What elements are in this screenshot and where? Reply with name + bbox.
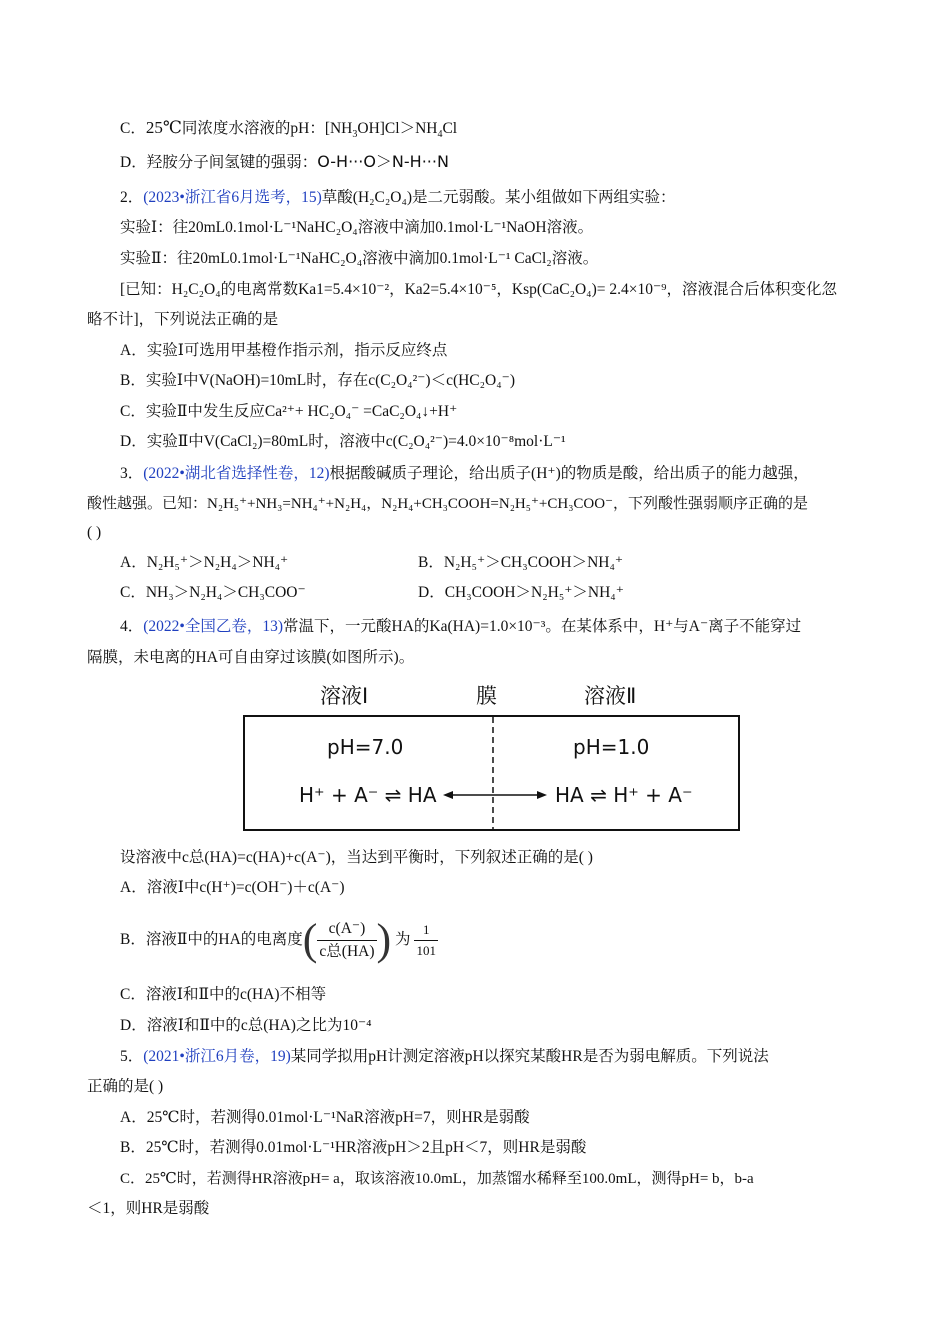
q4-option-a: A．溶液Ⅰ中c(H⁺)=c(OH⁻)＋c(A⁻) xyxy=(120,879,345,896)
option-text: 同浓度水溶液的pH：[NH xyxy=(181,120,353,137)
hbond-formula: O-H···O＞N-H···N xyxy=(317,152,449,171)
q4-stem xyxy=(120,617,801,637)
q3-option-a: A．N₂H₅⁺＞N₂H₄＞NH₄⁺ xyxy=(120,554,289,571)
question-source: (2023•浙江省6月选考，15) xyxy=(143,189,322,206)
q3-option-c: C．NH₃＞N₂H₄＞CH₃COO⁻ xyxy=(120,584,306,601)
ionization-degree-fraction xyxy=(317,918,376,963)
diagram-label-membrane: 膜 xyxy=(476,684,497,708)
option-text: 羟胺分子间氢键的强弱： xyxy=(146,154,318,171)
option-text: 为 xyxy=(395,931,411,948)
diagram-graphics xyxy=(245,717,738,829)
left-paren: ( xyxy=(302,915,318,965)
question-source: (2021•浙江6月卷，19) xyxy=(143,1048,291,1065)
q2-exp2: 实验Ⅱ：往20mL0.1mol·L⁻¹NaHC₂O₄溶液中滴加0.1mol·L⁻¹ CaCl₂溶液。 xyxy=(120,250,599,267)
q2-option-a: A．实验Ⅰ可选用甲基橙作指示剂，指示反应终点 xyxy=(120,342,448,359)
question-number: 2． xyxy=(120,189,144,206)
option-text: Cl xyxy=(442,120,458,137)
q3-answer-paren: ( ) xyxy=(87,524,102,541)
diagram-box xyxy=(243,715,740,831)
option-label: D． xyxy=(120,154,147,171)
q3-stem xyxy=(120,464,809,484)
question-source: (2022•全国乙卷，13) xyxy=(143,618,284,635)
fraction-numerator: 1 xyxy=(414,920,438,941)
right-paren: ) xyxy=(376,915,392,965)
question-stem: 常温下，一元酸HA的Ka(HA)=1.0×10⁻³。在某体系中，H⁺与A⁻离子不能穿过 xyxy=(283,618,802,635)
question-stem: 草酸(H₂C₂O₄)是二元弱酸。某小组做如下两组实验： xyxy=(321,189,676,206)
question-stem: 某同学拟用pH计测定溶液pH以探究某酸HR是否为弱电解质。下列说法 xyxy=(290,1048,769,1065)
fraction-denominator: 101 xyxy=(416,942,436,958)
equilibrium-solution-2: HA ⇌ H⁺ + A⁻ xyxy=(555,783,693,807)
value-fraction xyxy=(414,920,438,961)
q5-stem-cont: 正确的是( ) xyxy=(87,1078,164,1095)
q3-option-b: B．N₂H₅⁺＞CH₃COOH＞NH₄⁺ xyxy=(418,554,624,571)
arrow-head-right xyxy=(537,791,547,799)
q4-option-c: C．溶液Ⅰ和Ⅱ中的c(HA)不相等 xyxy=(120,986,327,1003)
question-number: 4． xyxy=(120,618,144,635)
question-number: 3． xyxy=(120,465,144,482)
option-label: C． xyxy=(120,120,146,137)
option-text: OH]Cl＞NH xyxy=(357,120,438,137)
arrow-head-left xyxy=(443,791,453,799)
q2-stem xyxy=(120,188,676,208)
q2-option-d: D．实验Ⅱ中V(CaCl₂)=80mL时，溶液中c(C₂O₄²⁻)=4.0×10⁻⁸mol·L⁻¹ xyxy=(120,433,566,450)
fraction-denominator: c总(HA) xyxy=(319,942,375,960)
ph-solution-2: pH=1.0 xyxy=(573,735,650,759)
fraction-numerator: c(A⁻) xyxy=(317,918,376,941)
equilibrium-solution-1: H⁺ + A⁻ ⇌ HA xyxy=(299,783,437,807)
q5-option-b: B．25℃时，若测得0.01mol·L⁻¹HR溶液pH＞2且pH＜7，则HR是弱酸 xyxy=(120,1139,587,1156)
question-source: (2022•湖北省选择性卷，12) xyxy=(143,465,330,482)
q5-stem xyxy=(120,1047,769,1067)
q2-exp1: 实验Ⅰ：往20mL0.1mol·L⁻¹NaHC₂O₄溶液中滴加0.1mol·L⁻¹NaOH溶液。 xyxy=(120,219,594,236)
q4-stem-3: 设溶液中c总(HA)=c(HA)+c(A⁻)，当达到平衡时，下列叙述正确的是( ) xyxy=(120,849,593,866)
temperature: 25℃ xyxy=(145,118,182,137)
diagram-label-solution-1: 溶液Ⅰ xyxy=(320,684,369,708)
q2-given-cont: 略不计]，下列说法正确的是 xyxy=(87,311,279,328)
q4-stem-cont: 隔膜，未电离的HA可自由穿过该膜(如图所示)。 xyxy=(87,649,415,666)
q4-option-b xyxy=(120,910,438,970)
question-number: 5． xyxy=(120,1048,144,1065)
q5-option-c-cont: ＜1，则HR是弱酸 xyxy=(87,1200,210,1217)
q3-option-d: D．CH₃COOH＞N₂H₅⁺＞NH₄⁺ xyxy=(418,584,624,601)
option-text: B．溶液Ⅱ中的HA的电离度 xyxy=(120,931,303,948)
q2-option-b: B．实验Ⅰ中V(NaOH)=10mL时，存在c(C₂O₄²⁻)＜c(HC₂O₄⁻) xyxy=(120,372,515,389)
q1-option-d xyxy=(120,152,449,173)
q2-given: [已知：H₂C₂O₄的电离常数Ka1=5.4×10⁻²，Ka2=5.4×10⁻⁵，Ksp(CaC₂O₄)= 2.4×10⁻⁹，溶液混合后体积变化忽 xyxy=(120,281,838,298)
ph-solution-1: pH=7.0 xyxy=(327,735,404,759)
q2-option-c: C．实验Ⅱ中发生反应Ca²⁺+ HC₂O₄⁻ =CaC₂O₄↓+H⁺ xyxy=(120,403,458,420)
q4-option-d: D．溶液Ⅰ和Ⅱ中的c总(HA)之比为10⁻⁴ xyxy=(120,1017,372,1034)
q5-option-c: C．25℃时，若测得HR溶液pH= a，取该溶液10.0mL，加蒸馏水稀释至100.0mL，测得pH= b，b-a xyxy=(120,1171,754,1187)
question-stem: 根据酸碱质子理论，给出质子(H⁺)的物质是酸，给出质子的能力越强， xyxy=(329,465,809,482)
diagram-label-solution-2: 溶液Ⅱ xyxy=(584,684,637,708)
q3-stem-cont: 酸性越强。已知：N₂H₅⁺+NH₃=NH₄⁺+N₂H₄，N₂H₄+CH₃COOH=N₂H₅⁺+CH₃COO⁻，下列酸性强弱顺序正确的是 xyxy=(87,496,809,512)
q1-option-c: C．25℃同浓度水溶液的pH：$[NH_3OH]Cl>NH_4Cl$ xyxy=(120,118,458,141)
q5-option-a: A．25℃时，若测得0.01mol·L⁻¹NaR溶液pH=7，则HR是弱酸 xyxy=(120,1109,530,1126)
